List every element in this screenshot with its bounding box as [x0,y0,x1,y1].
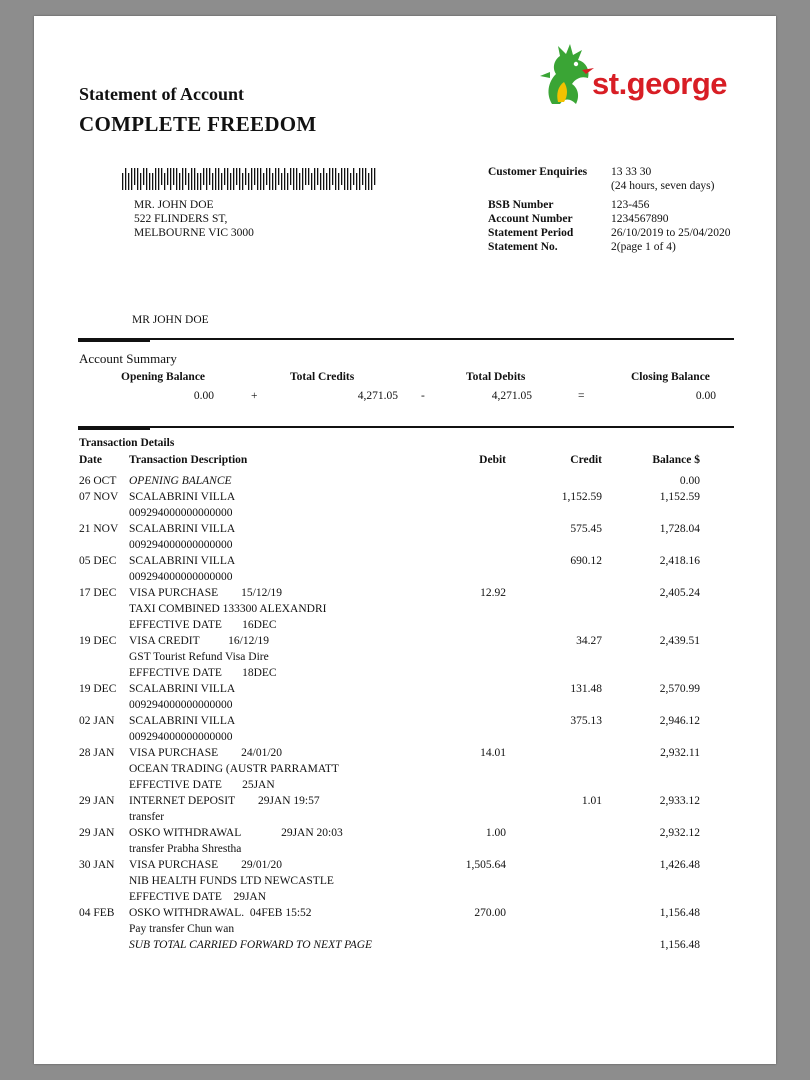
transaction-debit: 1.00 [485,827,506,839]
transaction-detail-line: 009294000000000000 [129,571,233,583]
account-number-value: 1234567890 [611,213,669,225]
address-line-1: 522 FLINDERS ST, [134,213,228,225]
bsb-label: BSB Number [488,199,554,211]
equals-sign: = [578,390,585,402]
transaction-credit: 690.12 [570,555,602,567]
transaction-detail-line: EFFECTIVE DATE 29JAN [129,891,267,903]
transaction-detail-line: transfer Prabha Shrestha [129,843,242,855]
transaction-credit: 1.01 [581,795,602,807]
transaction-balance: 2,418.16 [659,555,700,567]
address-line-2: MELBOURNE VIC 3000 [134,227,254,239]
transaction-date: 19 DEC [79,683,117,695]
transaction-detail-line: 009294000000000000 [129,507,233,519]
transaction-detail-line: EFFECTIVE DATE 18DEC [129,667,277,679]
transaction-detail-line: 009294000000000000 [129,699,233,711]
transaction-detail-line: Pay transfer Chun wan [129,923,235,935]
total-credits-label: Total Credits [290,371,355,383]
transaction-debit: 14.01 [480,747,506,759]
transaction-balance: 2,570.99 [659,683,700,695]
transaction-detail-line: NIB HEALTH FUNDS LTD NEWCASTLE [129,875,334,887]
col-header-credit: Credit [570,454,602,466]
statement-no-label: Statement No. [488,241,558,253]
salutation: MR JOHN DOE [132,314,209,326]
enquiries-label: Customer Enquiries [488,166,588,178]
transaction-balance: 2,933.12 [659,795,700,807]
transaction-balance: 1,728.04 [659,523,700,535]
enquiries-value: 13 33 30 [611,166,652,178]
transaction-balance: 2,932.12 [659,827,700,839]
total-debits-value: 4,271.05 [491,390,532,402]
customer-name: MR. JOHN DOE [134,199,214,211]
transaction-date: 17 DEC [79,587,117,599]
col-header-date: Date [79,454,102,466]
transaction-description: VISA PURCHASE 24/01/20 [129,747,283,759]
transaction-description: VISA PURCHASE 15/12/19 [129,587,283,599]
transaction-date: 05 DEC [79,555,117,567]
transaction-date: 21 NOV [79,523,119,535]
transaction-description: SCALABRINI VILLA [129,523,236,535]
total-debits-label: Total Debits [466,371,526,383]
divider-thick [78,338,150,342]
statement-period-value: 26/10/2019 to 25/04/2020 [611,227,731,239]
dragon-icon [538,42,598,112]
transaction-details-title: Transaction Details [79,437,175,449]
divider-thick [78,426,150,430]
transaction-debit: 1,505.64 [465,859,506,871]
col-header-description: Transaction Description [129,454,248,466]
transaction-date: 26 OCT [79,475,117,487]
transaction-balance: 2,405.24 [659,587,700,599]
transaction-detail-line: EFFECTIVE DATE 16DEC [129,619,277,631]
bank-logo [538,42,748,112]
opening-balance-label: Opening Balance [121,371,206,383]
total-credits-value: 4,271.05 [357,390,398,402]
bsb-value: 123-456 [611,199,650,211]
transaction-credit: 575.45 [570,523,602,535]
transaction-detail-line: EFFECTIVE DATE 25JAN [129,779,275,791]
opening-balance-value: 0.00 [193,390,214,402]
transaction-credit: 131.48 [570,683,602,695]
transaction-date: 29 JAN [79,795,115,807]
transaction-detail-line: OCEAN TRADING (AUSTR PARRAMATT [129,763,339,775]
enquiries-note: (24 hours, seven days) [611,180,715,192]
transaction-balance: 1,152.59 [659,491,700,503]
closing-balance-value: 0.00 [695,390,716,402]
transaction-description: SCALABRINI VILLA [129,715,236,727]
transaction-date: 07 NOV [79,491,119,503]
transaction-description: OSKO WITHDRAWAL. 04FEB 15:52 [129,907,312,919]
transaction-detail-line: 009294000000000000 [129,539,233,551]
statement-title: Statement of Account [79,84,244,104]
transaction-debit: 12.92 [480,587,506,599]
statement-page [34,16,776,1064]
col-header-balance: Balance $ [652,454,700,466]
product-name: COMPLETE FREEDOM [79,112,317,136]
minus-sign: - [421,390,425,402]
plus-sign: + [251,390,258,402]
statement-period-label: Statement Period [488,227,574,239]
transaction-date: 02 JAN [79,715,115,727]
col-header-debit: Debit [479,454,506,466]
transaction-balance: 2,932.11 [660,747,700,759]
transaction-balance: 1,156.48 [659,907,700,919]
statement-no-value: 2(page 1 of 4) [611,241,676,253]
transaction-balance: 1,426.48 [659,859,700,871]
transaction-detail-line: TAXI COMBINED 133300 ALEXANDRI [129,603,327,615]
transaction-description: SCALABRINI VILLA [129,555,236,567]
transaction-description: OPENING BALANCE [129,475,232,487]
transaction-debit: 270.00 [474,907,506,919]
transaction-detail-line: 009294000000000000 [129,731,233,743]
transaction-balance: 1,156.48 [659,939,700,951]
transaction-description: OSKO WITHDRAWAL 29JAN 20:03 [129,827,343,839]
transaction-description: SCALABRINI VILLA [129,683,236,695]
transaction-description: SCALABRINI VILLA [129,491,236,503]
transaction-credit: 1,152.59 [561,491,602,503]
transaction-date: 28 JAN [79,747,115,759]
customer-address [134,198,254,240]
transaction-date: 19 DEC [79,635,117,647]
transaction-description: VISA PURCHASE 29/01/20 [129,859,283,871]
transaction-description: SUB TOTAL CARRIED FORWARD TO NEXT PAGE [129,939,373,951]
transaction-date: 30 JAN [79,859,115,871]
bank-name-logo: st.george [592,66,728,101]
divider [150,338,734,340]
transaction-balance: 2,946.12 [659,715,700,727]
transaction-credit: 375.13 [570,715,602,727]
account-number-label: Account Number [488,213,573,225]
closing-balance-label: Closing Balance [631,371,710,383]
transaction-credit: 34.27 [576,635,602,647]
transaction-date: 29 JAN [79,827,115,839]
transaction-balance: 2,439.51 [659,635,700,647]
transaction-balance: 0.00 [679,475,700,487]
transaction-detail-line: GST Tourist Refund Visa Dire [129,651,269,663]
transaction-date: 04 FEB [79,907,115,919]
transaction-detail-line: transfer [129,811,165,823]
transaction-description: VISA CREDIT 16/12/19 [129,635,270,647]
transaction-description: INTERNET DEPOSIT 29JAN 19:57 [129,795,320,807]
postal-barcode [122,168,384,190]
account-summary-title: Account Summary [79,351,177,366]
divider [150,426,734,428]
